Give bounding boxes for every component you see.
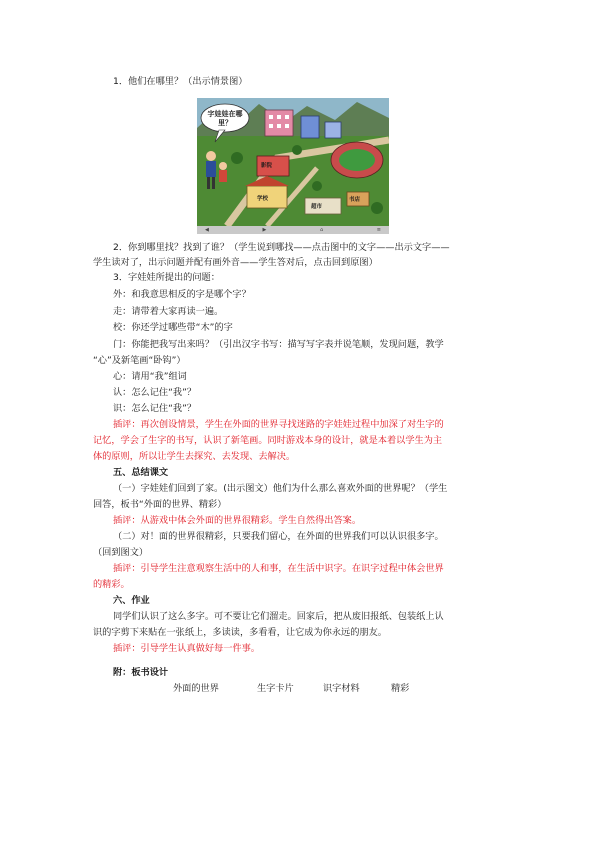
homework-line1: 同学们认识了这么多字。可不要让它们溜走。回家后，把从废旧报纸、包装纸上认 (113, 611, 444, 622)
question-1: 1．他们在哪里？（出示情景图） (113, 76, 248, 87)
summary-para1-line2: 回答，板书“外面的世界、精彩） (93, 499, 227, 510)
scene-toolbar (197, 226, 389, 234)
item-wai: 外：和我意思相反的字是哪个字？ (113, 289, 251, 300)
board-item: 识字材料 (323, 683, 360, 694)
scene-illustration (197, 98, 389, 234)
comment-2: 插评：从游戏中体会外面的世界很精彩。学生自然得出答案。 (113, 515, 362, 526)
item-men-line1: 门：你能把我写出来吗？（引出汉字书写：描写写字表并说笔顺，发现问题，教学 (113, 339, 444, 350)
speech-bubble-text: 字娃娃在哪里？ (207, 110, 243, 127)
homework-line2: 识的字剪下来贴在一张纸上，多读读，多看看，让它成为你永远的朋友。 (93, 627, 387, 638)
comment-3-line1: 插评：引导学生注意观察生活中的人和事，在生活中识字。在识字过程中体会世界 (113, 563, 444, 574)
heading-board-design: 附：板书设计 (113, 667, 169, 678)
item-ren: 认：怎么记住“我”？ (113, 387, 197, 398)
home-icon[interactable]: ⌂ (319, 227, 324, 233)
question-3: 3．字娃娃所提出的问题： (113, 272, 220, 283)
map-label-school[interactable]: 学校 (257, 196, 269, 202)
comment-1-line1: 插评：再次创设情景，学生在外面的世界寻找迷路的字娃娃过程中加深了对生字的 (113, 419, 444, 430)
question-2-line1: 2．你到哪里找？找到了谁？（学生说到哪找——点击图中的文字——出示文字—— (113, 242, 450, 253)
item-zou: 走：请带着大家再读一遍。 (113, 306, 224, 317)
board-item: 精彩 (391, 683, 410, 694)
item-xiao: 校：你还学过哪些带“木”的字 (113, 322, 233, 333)
question-2-line2: 学生读对了，出示问题并配有画外音——学生答对后，点击回到原图） (93, 257, 378, 268)
comment-1-line3: 体的原则，所以让学生去探究、去发现、去解决。 (93, 451, 296, 462)
comment-3-line2: 的精彩。 (93, 579, 130, 590)
board-item: 生字卡片 (257, 683, 294, 694)
board-item: 外面的世界 (173, 683, 219, 694)
menu-icon[interactable]: ≡ (376, 227, 381, 233)
heading-homework: 六、作业 (113, 595, 150, 606)
back-icon[interactable]: ◀ (205, 227, 209, 233)
map-label-market[interactable]: 超市 (311, 204, 323, 210)
item-xin: 心：请用“我”组词 (113, 371, 187, 382)
map-label-cinema[interactable]: 影院 (261, 163, 273, 169)
heading-summary: 五、总结课文 (113, 467, 169, 478)
forward-icon[interactable]: ▶ (262, 227, 267, 233)
summary-para2-line2: （回到图文） (93, 547, 149, 558)
summary-para1-line1: （一）字娃娃们回到了家。(出示图文）他们为什么那么喜欢外面的世界呢？（学生 (113, 483, 448, 494)
map-label-bookstore[interactable]: 书店 (349, 197, 361, 203)
comment-4: 插评：引导学生认真做好每一件事。 (113, 643, 260, 654)
comment-1-line2: 记忆，学会了生字的书写，认识了新笔画。同时游戏本身的设计，就是本着以学生为主 (93, 435, 443, 446)
summary-para2-line1: （二）对！面的世界很精彩，只要我们留心，在外面的世界我们可以认识很多字。 (113, 531, 444, 542)
item-men-line2: “心”及新笔画“卧钩”） (93, 355, 186, 366)
item-shi: 识：怎么记住“我”？ (113, 403, 197, 414)
